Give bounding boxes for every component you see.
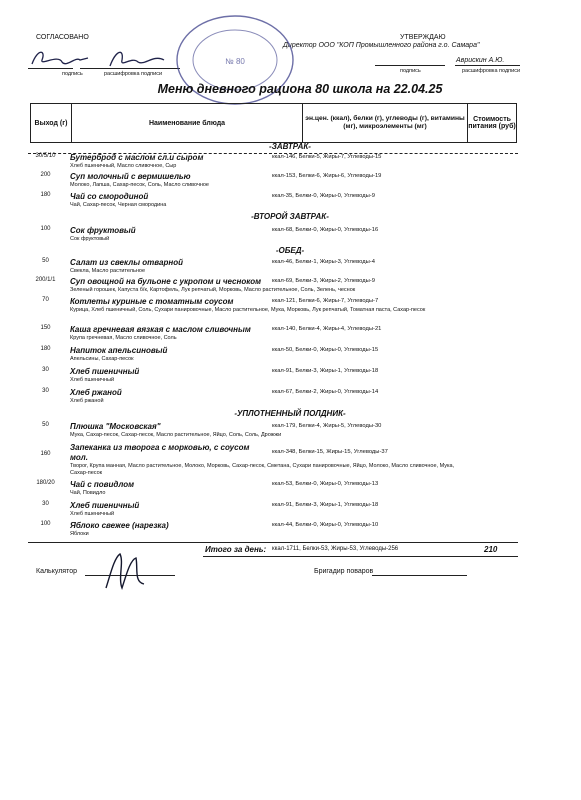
svg-text:№ 80: № 80 xyxy=(225,57,245,66)
row-dish: Яблоко свежее (нарезка) xyxy=(70,521,169,530)
row-ingredients: Молоко, Лапша, Сахар-песок, Соль, Масло сливочное xyxy=(70,182,209,188)
calculator-signature xyxy=(100,548,155,594)
row-ingredients: Курица, Хлеб пшеничный, Соль, Сухари панировочные, Масло растительное, Мука, Морковь, Лук репчатый, Томатная паста, Сахар-песок xyxy=(70,307,426,313)
total-label: Итого за день: xyxy=(205,545,267,554)
row-output: 160 xyxy=(40,451,51,457)
row-output: 70 xyxy=(42,297,49,303)
row-dish: Чай со смородиной xyxy=(70,192,149,201)
table-header xyxy=(30,103,517,143)
row-dish: Хлеб пшеничный xyxy=(70,367,140,376)
row-ingredients: Зеленый горошек, Капуста б/к, Картофель, Лук репчатый, Морковь, Масло растительное, Соль, Зелень, чеснок xyxy=(70,287,356,293)
section-snack: -УПЛОТНЕННЫЙ ПОЛДНИК- xyxy=(234,409,346,418)
col-output: Выход (г) xyxy=(31,104,72,142)
page-title: Меню дневного рациона 80 школа на 22.04.25 xyxy=(157,82,443,96)
total-nutrients: ккал-1711, Белки-53, Жиры-53, Углеводы-256 xyxy=(272,546,399,552)
row-dish: Сок фруктовый xyxy=(70,226,136,235)
row-nutrients: ккал-53, Белки-0, Жиры-0, Углеводы-13 xyxy=(272,481,379,487)
row-nutrients: ккал-68, Белки-0, Жиры-0, Углеводы-16 xyxy=(272,227,379,233)
col-nutrients: эн.цен. (ккал), белки (г), углеводы (г), витамины (мг), микроэлементы (мг) xyxy=(303,104,468,142)
row-output: 180 xyxy=(40,192,51,198)
approval-right-position: Директор ООО "КОП Промышленного района г.о. Самара" xyxy=(283,42,480,49)
row-dish: Запеканка из творога с морковью, с соусом мол. xyxy=(70,443,250,462)
right-decode-line xyxy=(455,65,520,66)
row-ingredients: Хлеб пшеничный xyxy=(70,511,115,517)
total-cost: 210 xyxy=(484,545,498,554)
row-nutrients: ккал-91, Белки-3, Жиры-1, Углеводы-18 xyxy=(272,502,379,508)
chef-sign-line xyxy=(372,575,467,576)
row-dish: Напиток апельсиновый xyxy=(70,346,168,355)
row-output: 30 xyxy=(42,501,49,507)
right-sign-caption: подпись xyxy=(400,68,421,74)
row-dish: Бутерброд с маслом сл.и сыром xyxy=(70,153,204,162)
row-ingredients: Крупа гречневая, Масло сливочное, Соль xyxy=(70,335,177,341)
row-ingredients: Мука, Сахар-песок, Сахар-песок, Масло растительное, Яйцо, Соль, Соль, Дрожжи xyxy=(70,432,282,438)
row-nutrients: ккал-348, Белки-15, Жиры-15, Углеводы-37 xyxy=(272,449,388,455)
col-name: Наименование блюда xyxy=(72,104,303,142)
row-ingredients: Яблоки xyxy=(70,531,89,537)
row-output: 100 xyxy=(40,226,51,232)
approval-right-label: УТВЕРЖДАЮ xyxy=(400,34,446,41)
row-dish: Хлеб пшеничный xyxy=(70,501,140,510)
row-nutrients: ккал-91, Белки-3, Жиры-1, Углеводы-18 xyxy=(272,368,379,374)
row-output: 180 xyxy=(40,346,51,352)
total-underline xyxy=(203,556,518,557)
row-ingredients: Сок фруктовый xyxy=(70,236,110,242)
row-dish: Суп молочный с вермишелью xyxy=(70,172,191,181)
row-ingredients: Чай, Сахар-песок, Черная смородина xyxy=(70,202,167,208)
total-divider xyxy=(28,542,518,543)
row-dish: Каша гречневая вязкая с маслом сливочным xyxy=(70,325,251,334)
left-signature xyxy=(28,46,178,72)
right-decode-caption: расшифровка подписи xyxy=(462,68,521,74)
row-dish: Чай с повидлом xyxy=(70,480,135,489)
row-nutrients: ккал-44, Белки-0, Жиры-0, Углеводы-10 xyxy=(272,522,379,528)
chef-label: Бригадир поваров xyxy=(314,568,374,575)
row-nutrients: ккал-153, Белки-6, Жиры-6, Углеводы-19 xyxy=(272,173,382,179)
row-output: 50 xyxy=(42,422,49,428)
row-output: 30 xyxy=(42,388,49,394)
row-output: 200 xyxy=(40,172,51,178)
row-dish: Салат из свеклы отварной xyxy=(70,258,183,267)
left-decode-caption: расшифровка подписи xyxy=(104,71,163,77)
row-output: 30/5/10 xyxy=(35,153,56,159)
row-output: 200/1/1 xyxy=(35,277,56,283)
section-lunch: -ОБЕД- xyxy=(275,246,305,255)
row-ingredients: Хлеб пшеничный, Масло сливочное, Сыр xyxy=(70,163,177,169)
row-nutrients: ккал-50, Белки-0, Жиры-0, Углеводы-15 xyxy=(272,347,379,353)
row-nutrients: ккал-67, Белки-2, Жиры-0, Углеводы-14 xyxy=(272,389,379,395)
row-nutrients: ккал-69, Белки-3, Жиры-2, Углеводы-9 xyxy=(272,278,375,284)
approval-left-label: СОГЛАСОВАНО xyxy=(36,34,89,41)
row-ingredients: Творог, Крупа манная, Масло растительное, Молоко, Морковь, Сахар-песок, Сметана, Сухари панировочные, Яйцо, Молоко, Масло сливочное, Мука, Сахар-песок xyxy=(70,463,455,476)
row-output: 100 xyxy=(40,521,51,527)
row-ingredients: Апельсины, Сахар-песок xyxy=(70,356,134,362)
row-output: 50 xyxy=(42,258,49,264)
row-output: 30 xyxy=(42,367,49,373)
row-nutrients: ккал-35, Белки-0, Жиры-0, Углеводы-9 xyxy=(272,193,375,199)
right-sign-line xyxy=(375,65,445,66)
row-dish: Суп овощной на бульоне с укропом и чесноком xyxy=(70,277,262,286)
row-output: 150 xyxy=(40,325,51,331)
row-nutrients: ккал-121, Белки-6, Жиры-7, Углеводы-7 xyxy=(272,298,379,304)
row-dish: Хлеб ржаной xyxy=(70,388,122,397)
row-nutrients: ккал-179, Белки-4, Жиры-5, Углеводы-30 xyxy=(272,423,382,429)
row-ingredients: Чай, Повидло xyxy=(70,490,106,496)
row-nutrients: ккал-46, Белки-1, Жиры-3, Углеводы-4 xyxy=(272,259,375,265)
row-nutrients: ккал-146, Белки-5, Жиры-7, Углеводы-15 xyxy=(272,154,382,160)
row-ingredients: Хлеб пшеничный xyxy=(70,377,115,383)
row-dish: Котлеты куриные с томатным соусом xyxy=(70,297,234,306)
col-cost: Стоимость питания (руб) xyxy=(468,116,516,130)
row-dish: Плюшка "Московская" xyxy=(70,422,161,431)
section-breakfast: -ЗАВТРАК- xyxy=(269,142,311,151)
row-output: 180/20 xyxy=(36,480,55,486)
row-ingredients: Свекла, Масло растительное xyxy=(70,268,146,274)
approval-right-name: Аврискин А.Ю. xyxy=(456,57,505,64)
row-nutrients: ккал-140, Белки-4, Жиры-4, Углеводы-21 xyxy=(272,326,382,332)
section-second-breakfast: -ВТОРОЙ ЗАВТРАК- xyxy=(251,212,329,221)
row-ingredients: Хлеб ржаной xyxy=(70,398,104,404)
calculator-label: Калькулятор xyxy=(36,568,77,575)
left-sign-caption: подпись xyxy=(62,71,83,77)
